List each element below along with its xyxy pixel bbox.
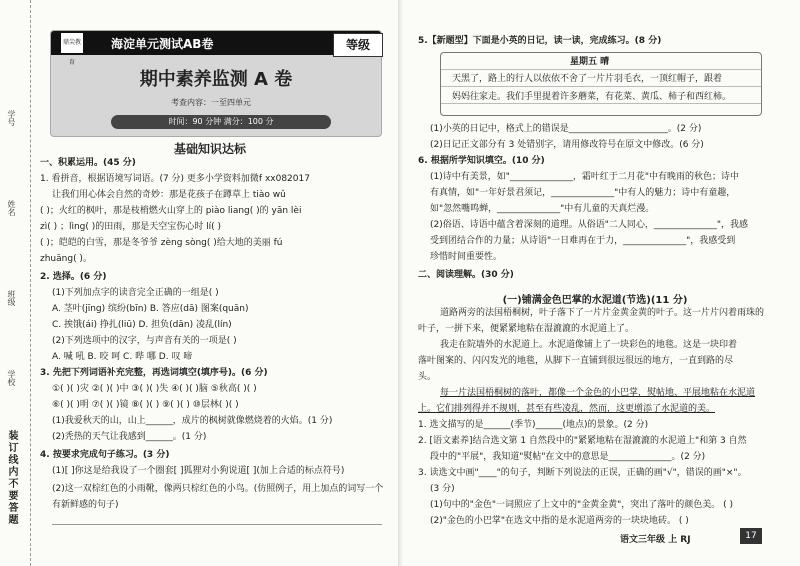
time-score: 时间：90 分钟 满分：100 分: [111, 115, 331, 129]
page-number: 17: [740, 528, 762, 544]
question-line: (2)这一双棕红色的小雨靴，像两只棕红色的小鸟。(仿照例子，用上加点的词写一个: [52, 484, 384, 494]
question-line: zì( ) ；lìng( )的田雨，那是天空宝伤心时 lí( ): [40, 222, 222, 232]
question-line: 2. [语文素养]结合选文第 1 自然段中的"紧紧地粘在湿漉漉的水泥道上"和第 3 自然: [418, 436, 747, 446]
question-line: ①( )( )灾 ②( )( )中 ③( )( )失 ④( )( )脑 ⑤秋高( )( ): [52, 384, 257, 394]
question-line: 让我们用心体会自然的奇妙：那是花孩子在蹲草上 tiào wǔ: [52, 190, 286, 200]
question-line: zhuāng( )。: [40, 254, 92, 264]
question-line: (1)小英的日记中，格式上的错误是______________________。(2 分): [430, 124, 702, 134]
margin-label: 学号: [7, 110, 16, 126]
question-line: 1. 看拼音，根据语境写词语。(7 分) 更多小学资料加微f xx082017: [40, 174, 310, 184]
margin-label: 学校: [7, 370, 16, 386]
question-line: (2)秃热的天气让我感到______。(1 分): [52, 432, 207, 442]
passage-line: 叶子，一拼下来，便紧紧地粘在湿漉漉的水泥道上了。: [418, 324, 635, 334]
question-line: C. 挨饿(ái) 挣扎(liū) D. 担负(dān) 凌乱(lín): [52, 320, 232, 330]
question-line: 3. 读选文中画"____"的句子，判断下列说法的正误，正确的画"√"，错误的画"×"。: [418, 468, 747, 478]
question-line: (2)日记正文部分有 3 处错别字，请用修改符号在原文中修改。(6 分): [430, 140, 704, 150]
question-line: ( )；火红的枫叶，那是枝梢燃火山穿上的 piào liang( )的 yān lèi: [40, 206, 302, 216]
question-line: A. 茎叶(jīng) 缤纷(bīn) B. 答应(dā) 图案(quān): [52, 304, 249, 314]
diary-line: 天黑了，路上的行人以依依不舍了一片片羽毛衣，一顶红帽子，跟着: [452, 74, 723, 84]
question-line: 一、积累运用。(45 分): [40, 158, 136, 168]
question-line: 有新鲜感的句子): [52, 500, 119, 510]
passage-title: (一)铺满金色巴掌的水泥道(节选)(11 分): [502, 295, 688, 306]
question-line: ⑥( )( )明 ⑦( )( )镜 ⑧( )( ) ⑨( )( ) ⑩层林( )( ): [52, 400, 239, 410]
question-line: (2)俗语、诗语中蕴含着深刻的道理。从俗语"二人同心，______________"，我感: [430, 220, 749, 230]
passage-line: 我走在院墙外的水泥道上。水泥道像铺上了一块彩色的地毯。这是一块印着: [440, 340, 738, 350]
margin-label: 班级: [7, 290, 16, 306]
question-line: 受到团结合作的力量；从诗语"一日难再在于力，______________"，我感受到: [430, 236, 736, 246]
exam-header: [50, 30, 382, 137]
publisher-logo: 鼎尖教育: [61, 33, 83, 53]
passage-line: 上。它们排列得并不规则，甚至有些凌乱，然而，这更增添了水泥道的美。: [418, 404, 716, 414]
answer-line: [52, 524, 382, 525]
question-line: (1)[ ]你这是给我设了一个圈套[ ]狐狸对小狗说道[ ](加上合适的标点符号): [52, 466, 345, 476]
question-line: 6. 根据所学知识填空。(10 分): [418, 156, 545, 166]
passage-line: 道路两旁的法国梧桐树，叶子落下了一片片金黄金黄的叶子。这一片片闪着雨珠的: [440, 308, 765, 318]
question-line: (1)诗中有美景，如"______________，霜叶红于二月花"中有晚雨的秋色；诗中: [430, 172, 740, 182]
question-line: 2. 选择。(6 分): [40, 272, 107, 282]
question-line: 5.【新题型】下面是小英的日记，读一读，完成练习。(8 分): [418, 36, 662, 46]
passage-line: 头。: [418, 372, 437, 382]
question-line: 有真情，如"一年好景君须记，______________"中有人的魅力；诗中有童趣，: [430, 188, 736, 198]
question-line: 珍惜时间重要性。: [430, 252, 503, 262]
grade-box: 等级: [333, 33, 383, 57]
section-title: 基础知识达标: [173, 142, 246, 156]
question-line: (3 分): [430, 484, 455, 494]
question-line: A. 喊 吼 B. 咬 呵 C. 哔 哪 D. 叹 啼: [52, 352, 193, 362]
binding-notice: 装订线内不要答题: [6, 430, 17, 526]
brand-title: 海淀单元测试AB卷: [111, 37, 214, 51]
question-line: (2)"金色的小巴掌"在选文中指的是水泥道两旁的一块块地砖。 ( ): [430, 516, 689, 526]
diary-line: 妈妈往家走。我们手里提着许多蘑菜，有花菜、黄瓜、柿子和西红柿。: [452, 92, 732, 102]
binding-margin: [0, 0, 31, 566]
question-line: 段中的"平展"，我知道"熨帖"在文中的意思是______________。(2 分): [430, 452, 706, 462]
question-line: (1)我爱秋天的山，山上______，成片的枫树就像燃烧着的火焰。(1 分): [52, 416, 333, 426]
exam-title: 期中素养监测 A 卷: [139, 69, 293, 90]
question-line: 1. 选文描写的是______(季节)______(地点)的景象。(2 分): [418, 420, 649, 430]
question-line: 二、阅读理解。(30 分): [418, 270, 514, 280]
question-line: (1)句中的"金色"一词照应了上文中的"金黄金黄"，突出了落叶的颜色美。 ( ): [430, 500, 734, 510]
margin-label: 姓名: [7, 200, 16, 216]
page-footer: 语文三年级 上 RJ: [620, 535, 691, 545]
question-line: 如"忽然嘴鸣蝉，______________"中有儿童的天真烂漫。: [430, 204, 655, 214]
passage-line: 落叶图案的、闪闪发光的地毯，从脚下一直铺到很远很远的地方，一直到路的尽: [418, 356, 734, 366]
diary-date: 星期五 晴: [570, 57, 610, 67]
question-line: 3. 先把下列词语补充完整，再选词填空(填序号)。(6 分): [40, 368, 268, 378]
question-line: 4. 按要求完成句子练习。(3 分): [40, 450, 170, 460]
brand-bar: [51, 31, 381, 66]
question-line: (2)下列选项中的汉字，与声音有关的一项是( ): [52, 336, 237, 346]
passage-line: 每一片法国梧桐树的落叶，都像一个金色的小巴掌，熨帖地、平展地粘在水泥道: [440, 388, 756, 398]
exam-scope: 考查内容：一至四单元: [171, 98, 251, 107]
question-line: ( )；皑皑的白雪，那是冬爷爷 zèng sòng( )给大地的美丽 fú: [40, 238, 283, 248]
question-line: (1)下列加点字的读音完全正确的一组是( ): [52, 288, 219, 298]
